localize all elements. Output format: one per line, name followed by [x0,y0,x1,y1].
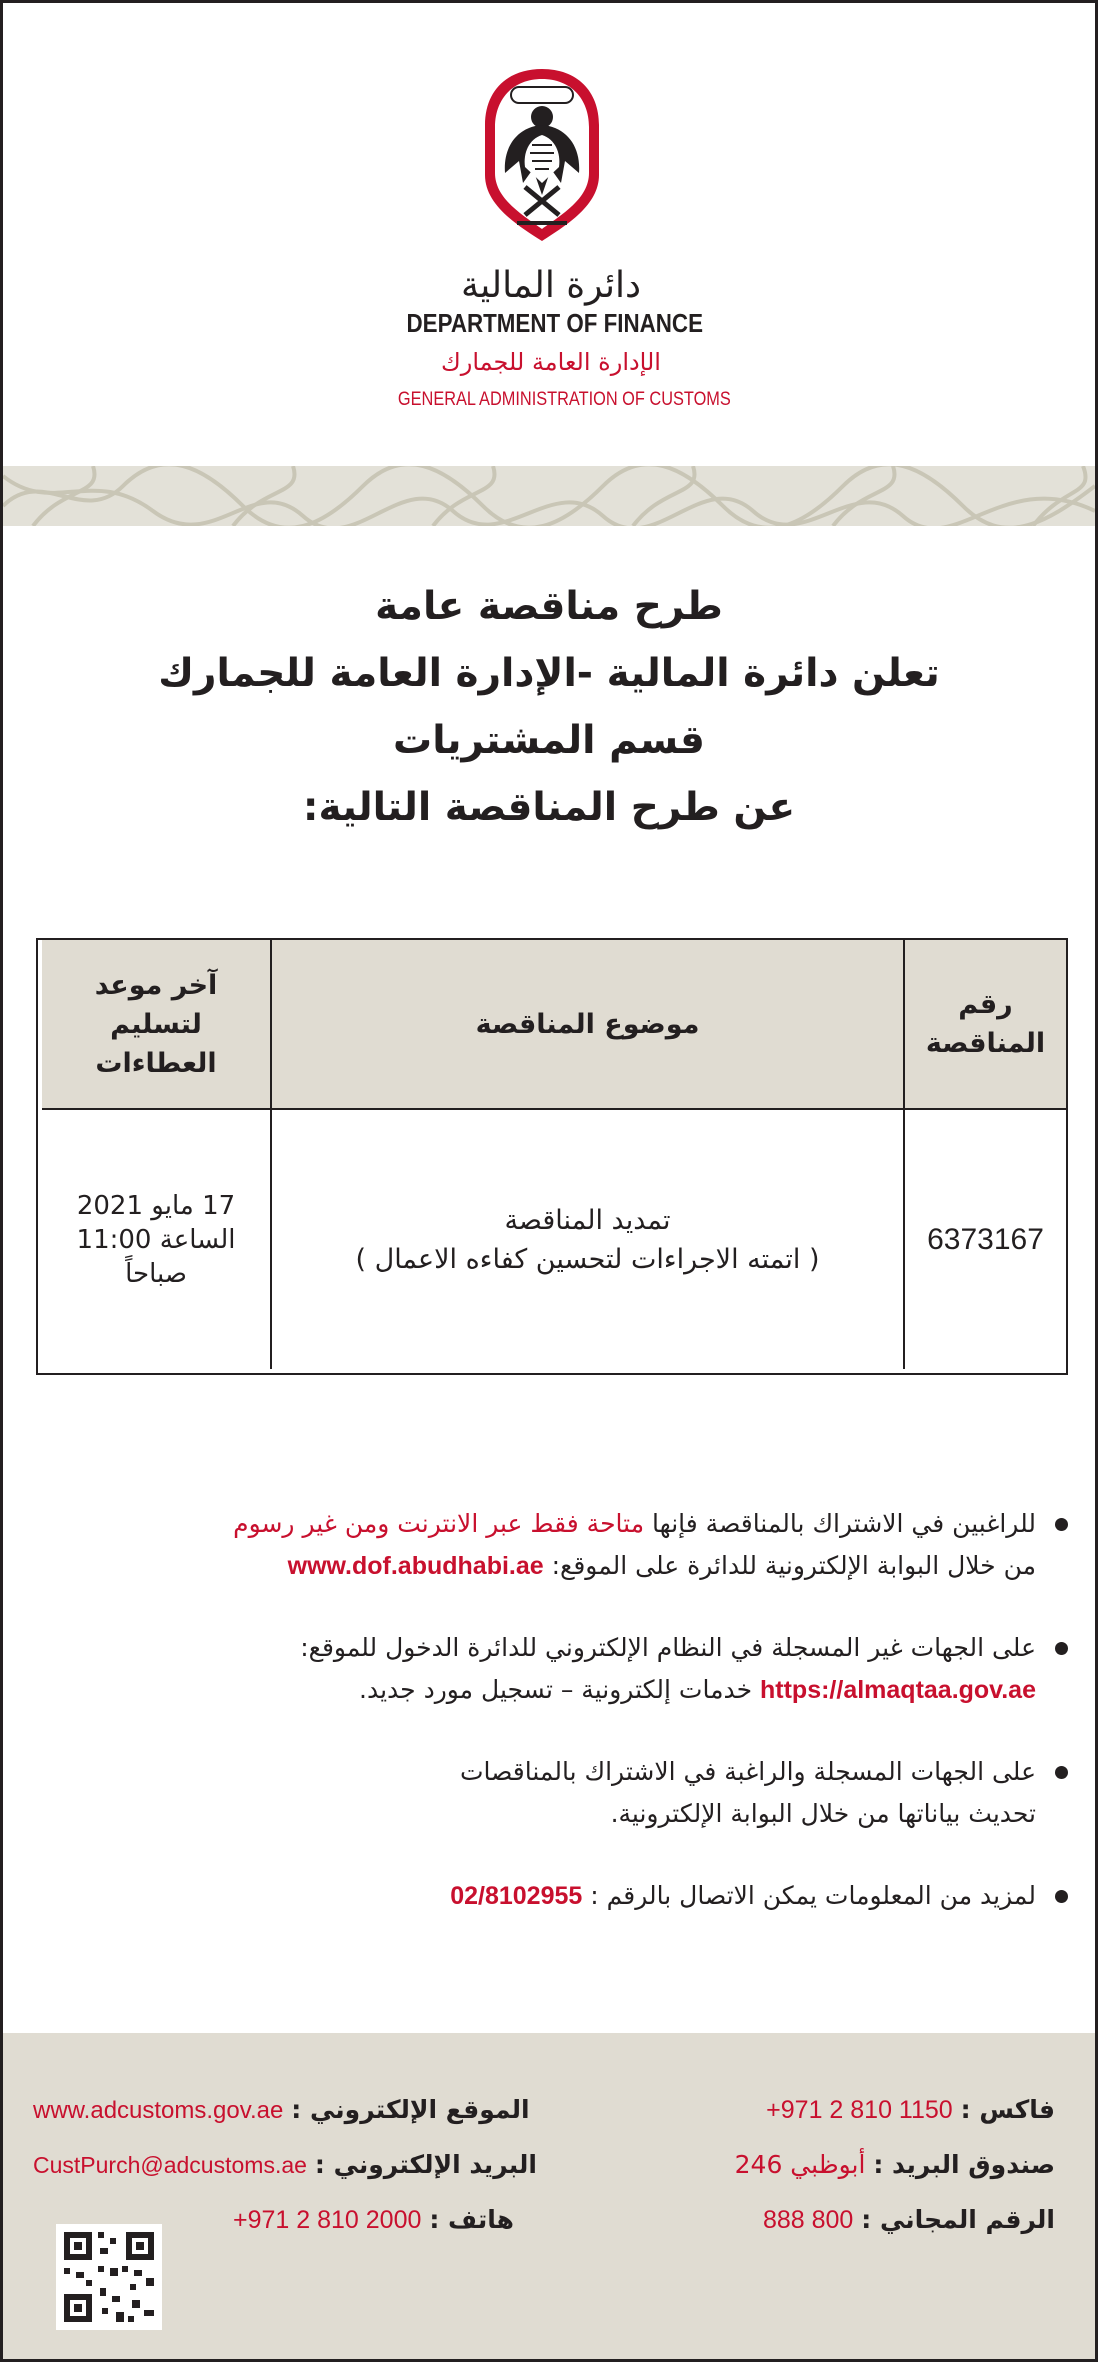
bullet-1-highlight: متاحة فقط عبر الانترنت ومن غير رسوم [233,1509,645,1538]
table-row [903,1110,1066,1369]
customs-name-english: GENERAL ADMINISTRATION OF CUSTOMS [397,389,731,410]
bullet-1-text: للراغبين في الاشتراك بالمناقصة فإنها [652,1509,1036,1538]
bullet-3-text-2: تحديث بياناتها من خلال البوابة الإلكترونية. [610,1799,1036,1828]
dof-website-link[interactable]: www.dof.abudhabi.ae [287,1552,544,1580]
phone-label: هاتف : [429,2205,514,2234]
fax-row [766,2095,1055,2135]
department-name-arabic: دائرة المالية [460,265,642,306]
tollfree-label: الرقم المجاني : [861,2205,1055,2234]
announcement-title [63,573,1035,841]
contact-footer [3,2033,1095,2359]
phone-row [233,2205,588,2245]
info-phone-number[interactable]: 02/8102955 [450,1882,583,1910]
tender-subject-line-1: تمديد المناقصة [504,1204,671,1236]
fax-label: فاكس : [960,2095,1055,2124]
list-item [33,1627,1068,1711]
header-tender-subject [270,940,903,1110]
tender-deadline-cell [42,1110,270,1369]
tender-subject-cell [270,1110,903,1369]
header-deadline-label: آخر موعد لتسليم العطاءات [94,969,218,1079]
header-tender-number [903,940,1066,1110]
website-row [33,2095,588,2135]
title-line-1: طرح مناقصة عامة [375,584,723,629]
pobox-label: صندوق البريد : [873,2150,1055,2179]
pobox-row [735,2150,1055,2190]
header-tender-number-label: رقم المناقصة [925,989,1046,1059]
bullet-icon [1055,1890,1068,1903]
header [3,43,1095,423]
qr-code-icon [56,2224,162,2330]
list-item [33,1875,1068,1917]
title-line-3: قسم المشتريات [393,718,705,763]
bullet-1-text-2: من خلال البوابة الإلكترونية للدائرة على الموقع: [551,1551,1036,1580]
header-deadline [42,940,270,1110]
bullet-icon [1055,1518,1068,1531]
header-tender-subject-label: موضوع المناقصة [475,1008,700,1040]
bullet-2-text: على الجهات غير المسجلة في النظام الإلكتروني للدائرة الدخول للموقع: [300,1633,1036,1662]
bullet-2-text-2: خدمات إلكترونية – تسجيل مورد جديد. [359,1675,753,1704]
fax-value: +971 2 810 1150 [766,2096,953,2124]
bullet-icon [1055,1642,1068,1655]
falcon-emblem-icon [477,65,607,245]
tender-table [36,938,1068,1375]
almaqtaa-website-link[interactable]: https://almaqtaa.gov.ae [760,1676,1036,1704]
department-name-english: DEPARTMENT OF FINANCE [406,308,703,338]
deadline-period: صباحاً [125,1258,187,1289]
deadline-date: 17 مايو 2021 [76,1190,236,1221]
list-item [33,1751,1068,1835]
tollfree-value: 800 888 [762,2206,854,2234]
website-label: الموقع الإلكتروني : [291,2095,530,2124]
bullet-4-text: لمزيد من المعلومات يمكن الاتصال بالرقم : [590,1881,1036,1910]
pobox-value: أبوظبي 246 [734,2150,866,2179]
tollfree-row [763,2205,1055,2245]
email-row [33,2150,588,2190]
tender-subject-line-2: ( اتمته الاجراءات لتحسين كفاءه الاعمال ) [355,1243,820,1275]
email-link[interactable]: CustPurch@adcustoms.ae [33,2152,307,2178]
title-line-2: تعلن دائرة المالية -الإدارة العامة للجمارك [158,651,940,696]
title-line-4: عن طرح المناقصة التالية: [302,785,796,830]
customs-name-arabic: الإدارة العامة للجمارك [441,348,661,376]
instructions-list [33,1503,1068,1957]
customs-website-link[interactable]: www.adcustoms.gov.ae [33,2097,284,2124]
list-item [33,1503,1068,1587]
email-label: البريد الإلكتروني : [314,2150,537,2179]
tender-number: 6373167 [927,1223,1044,1256]
bullet-3-text: على الجهات المسجلة والراغبة في الاشتراك بالمناقصات [459,1757,1036,1786]
bullet-icon [1055,1766,1068,1779]
deadline-time: الساعة 11:00 [76,1224,236,1255]
phone-value: +971 2 810 2000 [233,2206,422,2234]
decorative-pattern-band [3,466,1095,526]
